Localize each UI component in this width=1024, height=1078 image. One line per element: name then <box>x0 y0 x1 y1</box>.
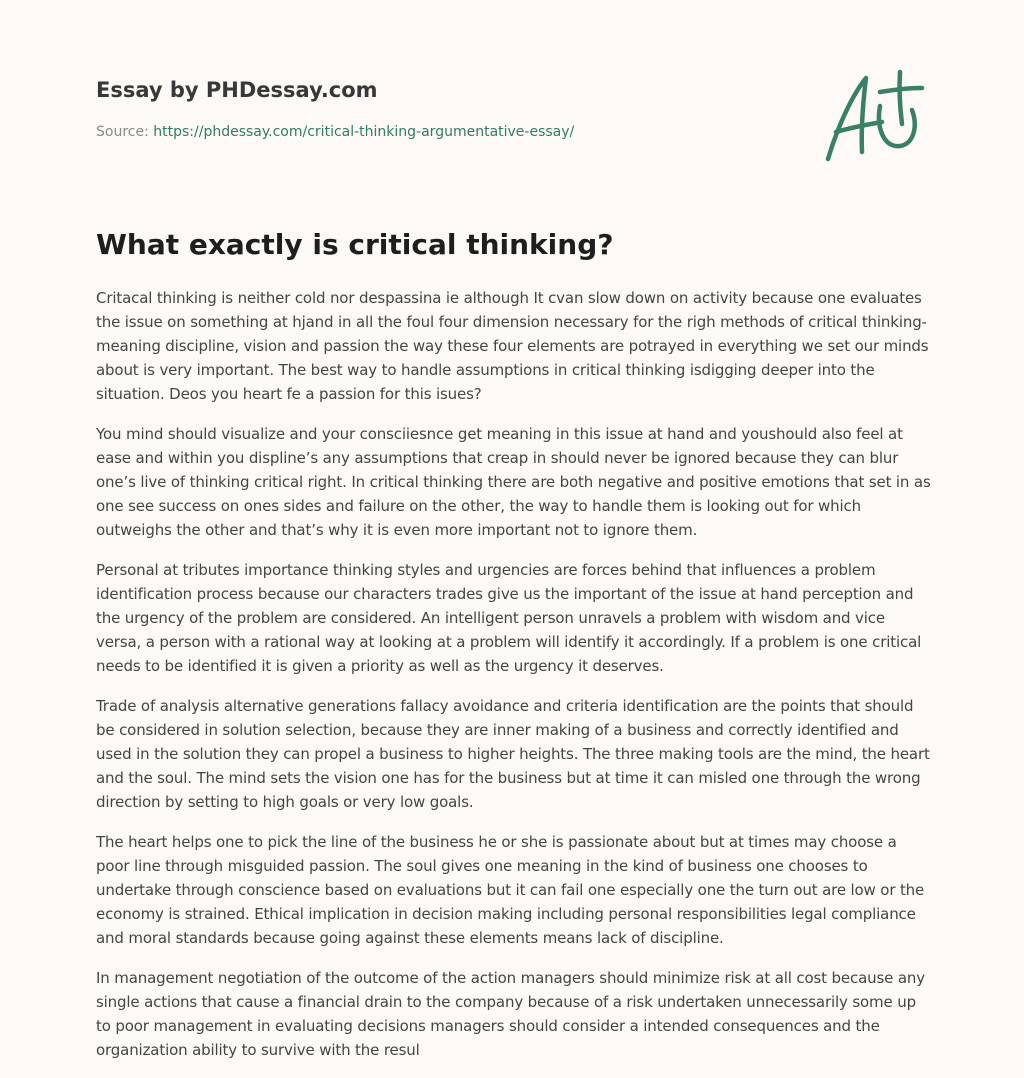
essay-body <box>96 286 932 1078</box>
brand-title: Essay by PHDessay.com <box>96 78 378 102</box>
essay-title: What exactly is critical thinking? <box>96 228 614 261</box>
essay-paragraph: Trade of analysis alternative generations fallacy avoidance and criteria identification are the points that should be considered in solution selection, because they are inner making of a business and correctly identified and used in the solution they can propel a business to higher heights. The three making tools are the mind, the heart and the soul. The mind sets the vision one has for the business but at time it can misled one through the wrong direction by setting to high goals or very low goals. <box>96 697 930 811</box>
essay-paragraph: You mind should visualize and your consciiesnce get meaning in this issue at hand and youshould also feel at ease and within you displine’s any assumptions that creap in should never be ignored because they can blur one’s live of thinking critical right. In critical thinking there are both negative and positive emotions that set in as one see success on ones sides and failure on the other, the way to handle them is looking out for which outweighs the other and that’s why it is even more important not to ignore them. <box>96 425 931 539</box>
essay-paragraph: In management negotiation of the outcome of the action managers should minimize risk at all cost because any single actions that cause a financial drain to the company because of a risk undertaken unnecessarily some up to poor management in evaluating decisions managers should consider a intended consequences and the organization ability to survive with the resul <box>96 969 925 1059</box>
source-link[interactable]: https://phdessay.com/critical-thinking-argumentative-essay/ <box>153 124 575 140</box>
essay-paragraph: Personal at tributes importance thinking styles and urgencies are forces behind that influences a problem identification process because our characters trades give us the important of the issue at hand perception and the urgency of the problem are considered. An intelligent person unravels a problem with wisdom and vice versa, a person with a rational way at looking at a problem will identify it accordingly. If a problem is one critical needs to be identified it is given a priority as well as the urgency it deserves. <box>96 561 922 675</box>
essay-paragraph: Critacal thinking is neither cold nor despassina ie although It cvan slow down on activity because one evaluates the issue on something at hjand in all the foul four dimension necessary for the righ methods of critical thinking- meaning discipline, vision and passion the way these four elements are potrayed in everything we set our minds about is very important. The best way to handle assumptions in critical thinking isdigging deeper into the situation. Deos you heart fe a passion for this isues? <box>96 289 929 403</box>
source-line <box>96 122 796 142</box>
essay-paragraph: The heart helps one to pick the line of the business he or she is passionate about but at times may choose a poor line through misguided passion. The soul gives one meaning in the kind of business one chooses to undertake through conscience based on evaluations but it can fail one especially one the turn out are low or the economy is strained. Ethical implication in decision making including personal responsibilities legal compliance and moral standards because going against these elements means lack of discipline. <box>96 833 925 947</box>
source-label: Source: <box>96 124 154 140</box>
a-plus-logo-icon <box>820 68 930 164</box>
page-header <box>96 76 796 142</box>
